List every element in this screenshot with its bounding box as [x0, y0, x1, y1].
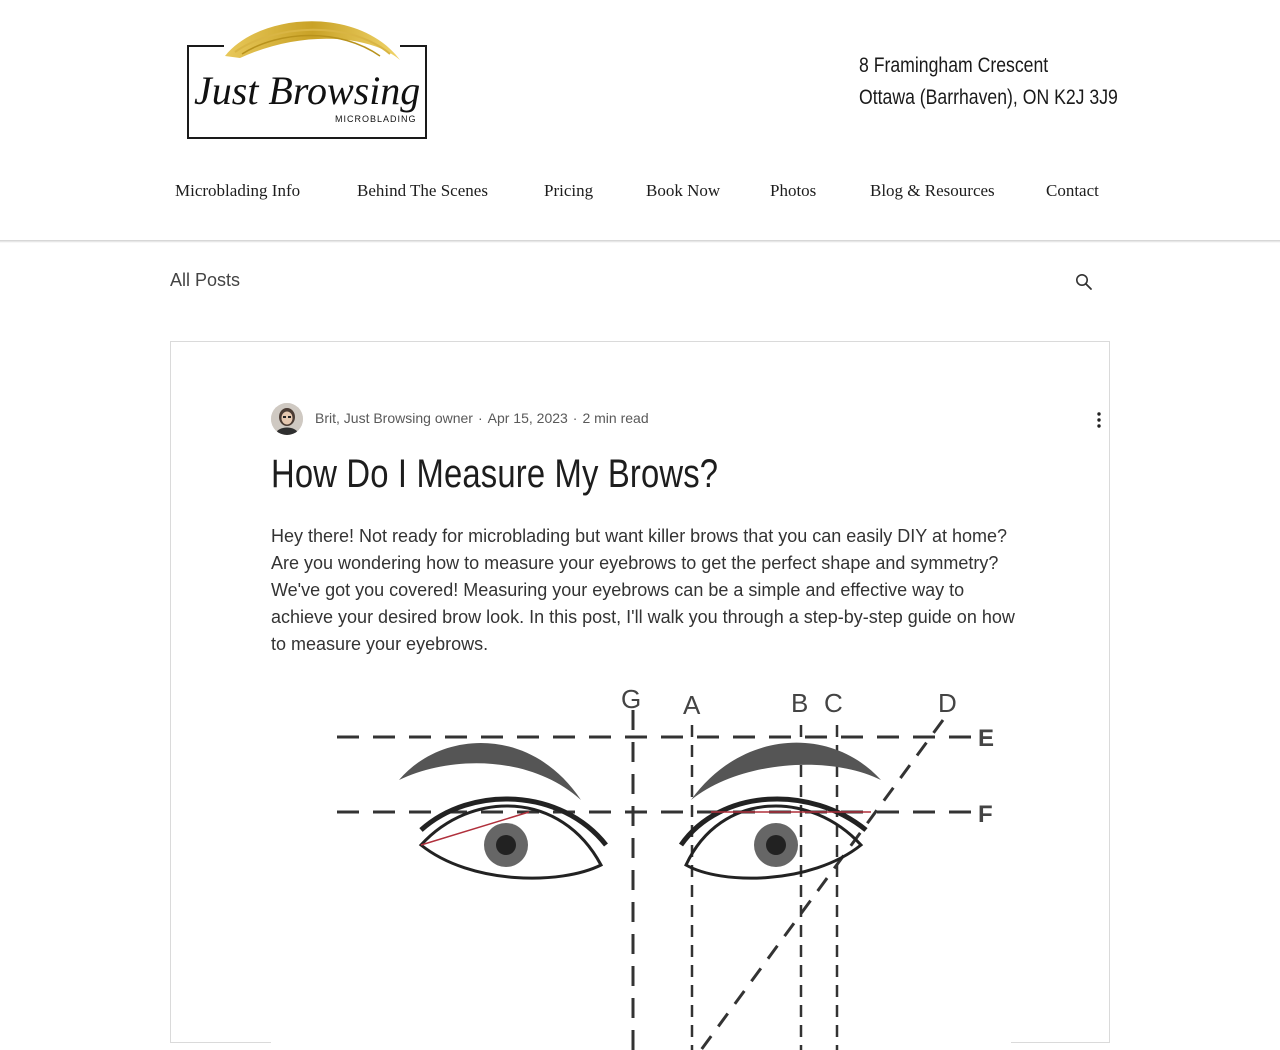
logo-wordmark: Just Browsing [194, 68, 421, 113]
address-line-1: 8 Framingham Crescent [859, 54, 1049, 77]
nav-pricing[interactable]: Pricing [544, 181, 594, 200]
diagram-label-a: A [683, 690, 701, 720]
site-logo[interactable] [180, 12, 442, 146]
logo-subtitle: MICROBLADING [335, 114, 417, 124]
blog-toolbar [170, 270, 1110, 294]
diagram-label-e: E [978, 725, 995, 752]
diagram-label-g: G [621, 684, 642, 714]
address-line-2: Ottawa (Barrhaven), ON K2J 3J9 [859, 86, 1118, 109]
author-name[interactable]: Brit, Just Browsing owner [315, 410, 473, 426]
header-divider [0, 240, 1280, 243]
post-meta: Brit, Just Browsing owner · Apr 15, 2023 · 2 min read [315, 410, 649, 426]
diagram-label-f: F [978, 801, 993, 828]
diagram-label-c: C [824, 688, 843, 718]
blog-post-card [170, 341, 1110, 1043]
diagram-label-d: D [938, 688, 957, 718]
site-header [0, 0, 1280, 240]
author-avatar[interactable] [271, 403, 303, 435]
nav-book-now[interactable]: Book Now [646, 181, 721, 200]
read-time: 2 min read [582, 410, 649, 426]
post-meta-row [271, 403, 1011, 435]
search-icon[interactable] [1075, 273, 1093, 291]
post-body: Hey there! Not ready for microblading but want killer brows that you can easily DIY at home? Are you wondering how to measure your eyebrows to get the perfect shape and symmetry? We've got you covered! Measuring your eyebrows can be a simple and effective way to achieve your desired brow look. In this post, I'll walk you through a step-by-step guide on how to measure your eyebrows. [271, 526, 1015, 654]
all-posts-link[interactable]: All Posts [170, 270, 241, 290]
nav-photos[interactable]: Photos [770, 181, 817, 200]
nav-microblading-info[interactable]: Microblading Info [175, 181, 301, 200]
nav-behind-the-scenes[interactable]: Behind The Scenes [357, 181, 488, 200]
brow-measurement-diagram [271, 670, 1011, 1050]
nav-blog-resources[interactable]: Blog & Resources [870, 181, 995, 200]
post-title: How Do I Measure My Brows? [271, 452, 719, 496]
nav-contact[interactable]: Contact [1046, 181, 1099, 200]
more-options-icon[interactable] [1095, 411, 1103, 429]
diagram-label-b: B [791, 688, 809, 718]
business-address [859, 50, 1118, 114]
post-date: Apr 15, 2023 [487, 410, 568, 426]
main-nav [175, 181, 1115, 207]
